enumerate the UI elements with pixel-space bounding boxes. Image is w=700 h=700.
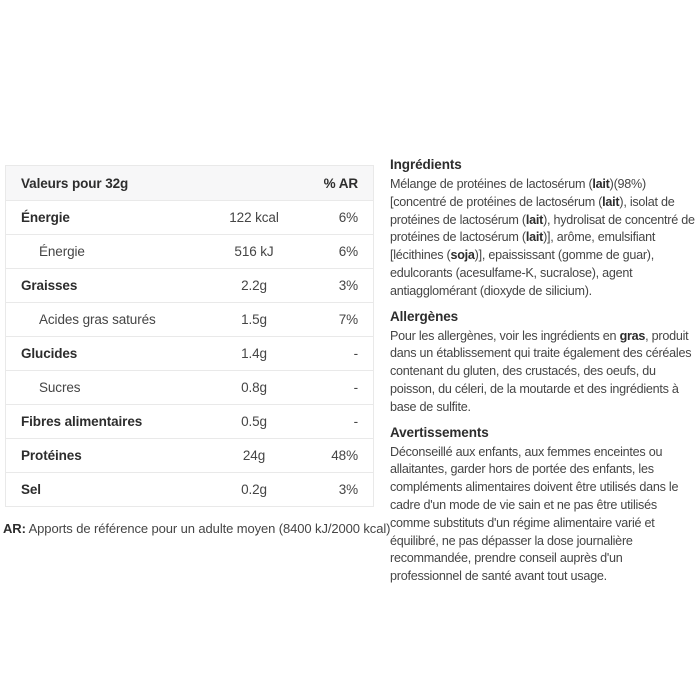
table-row xyxy=(6,235,373,269)
product-details-column xyxy=(390,156,696,593)
ingredients-text: Mélange de protéines de lactosérum (lait)(98%)[concentré de protéines de lactosérum (lait), isolat de protéines de lactosérum (lait), hydrolisat de concentré de protéines de lactosérum (lait)], arôme, emulsifiant [lécithines (soja)], epaississant (gomme de guar), edulcorants (acesulfame-K, sucralose), agent antiagglomérant (dioxyde de silicium). xyxy=(390,177,695,298)
ingredients-section xyxy=(390,156,696,301)
warnings-heading: Avertissements xyxy=(390,424,489,440)
nutrient-percent: - xyxy=(353,346,358,361)
allergens-heading: Allergènes xyxy=(390,308,459,324)
table-row xyxy=(6,337,373,371)
nutrient-label: Protéines xyxy=(21,448,82,463)
reference-intake-note xyxy=(3,521,423,536)
table-row xyxy=(6,269,373,303)
nutrient-value: 0.2g xyxy=(241,482,267,497)
nutrient-label: Énergie xyxy=(21,210,70,225)
reference-intake-text: Apports de référence pour un adulte moyen (8400 kJ/2000 kcal) xyxy=(25,521,391,536)
nutrient-label: Fibres alimentaires xyxy=(21,414,143,429)
allergens-section xyxy=(390,308,696,417)
table-row xyxy=(6,303,373,337)
table-header-label: Valeurs pour 32g xyxy=(21,175,129,191)
ingredients-heading: Ingrédients xyxy=(390,157,462,172)
allergens-text: Pour les allergènes, voir les ingrédients en gras, produit dans un établissement qui traite également des céréales contenant du gluten, des crustacés, des oeufs, du poisson, du céleri, de la moutarde et des ingrédients à base de sulfite. xyxy=(390,328,692,414)
nutrient-percent: 3% xyxy=(338,482,358,497)
nutrient-value: 122 kcal xyxy=(229,210,279,225)
nutrient-label: Sel xyxy=(21,482,41,497)
nutrient-value: 516 kJ xyxy=(234,244,274,259)
table-header-percent: % AR xyxy=(323,175,358,191)
nutrient-label: Graisses xyxy=(21,278,78,293)
nutrient-percent: 48% xyxy=(331,448,358,463)
table-row xyxy=(6,371,373,405)
warnings-text: Déconseillé aux enfants, aux femmes enceintes ou allaitantes, garder hors de portée des enfants, les compléments alimentaires doivent être utilisés dans le cadre d'un mode de vie sain et ne pas être utilisés comme substituts d'un régime alimentaire varié et équilibré, ne pas dépasser la dose journalière recommandée, prendre conseil auprès d'un professionnel de santé avant tout usage. xyxy=(390,444,679,584)
reference-intake-prefix: AR: xyxy=(3,521,26,536)
nutrient-value: 2.2g xyxy=(241,278,267,293)
table-row xyxy=(6,439,373,473)
table-row xyxy=(6,473,373,506)
nutrient-percent: 7% xyxy=(338,312,358,327)
nutrient-value: 0.8g xyxy=(241,380,267,395)
nutrient-value: 1.4g xyxy=(241,346,267,361)
nutrient-percent: - xyxy=(353,414,358,429)
table-row xyxy=(6,201,373,235)
nutrient-label: Énergie xyxy=(39,244,85,259)
nutrient-percent: - xyxy=(353,380,358,395)
nutrient-value: 1.5g xyxy=(241,312,267,327)
nutrient-label: Acides gras saturés xyxy=(39,312,156,327)
table-header-row xyxy=(6,166,373,201)
nutrition-table xyxy=(5,165,374,507)
table-row xyxy=(6,405,373,439)
nutrient-label: Sucres xyxy=(39,380,81,395)
nutrient-percent: 6% xyxy=(338,210,358,225)
nutrient-value: 0.5g xyxy=(241,414,267,429)
nutrient-percent: 3% xyxy=(338,278,358,293)
nutrient-value: 24g xyxy=(242,448,266,463)
nutrient-percent: 6% xyxy=(338,244,358,259)
nutrient-label: Glucides xyxy=(21,346,78,361)
warnings-section xyxy=(390,424,696,586)
